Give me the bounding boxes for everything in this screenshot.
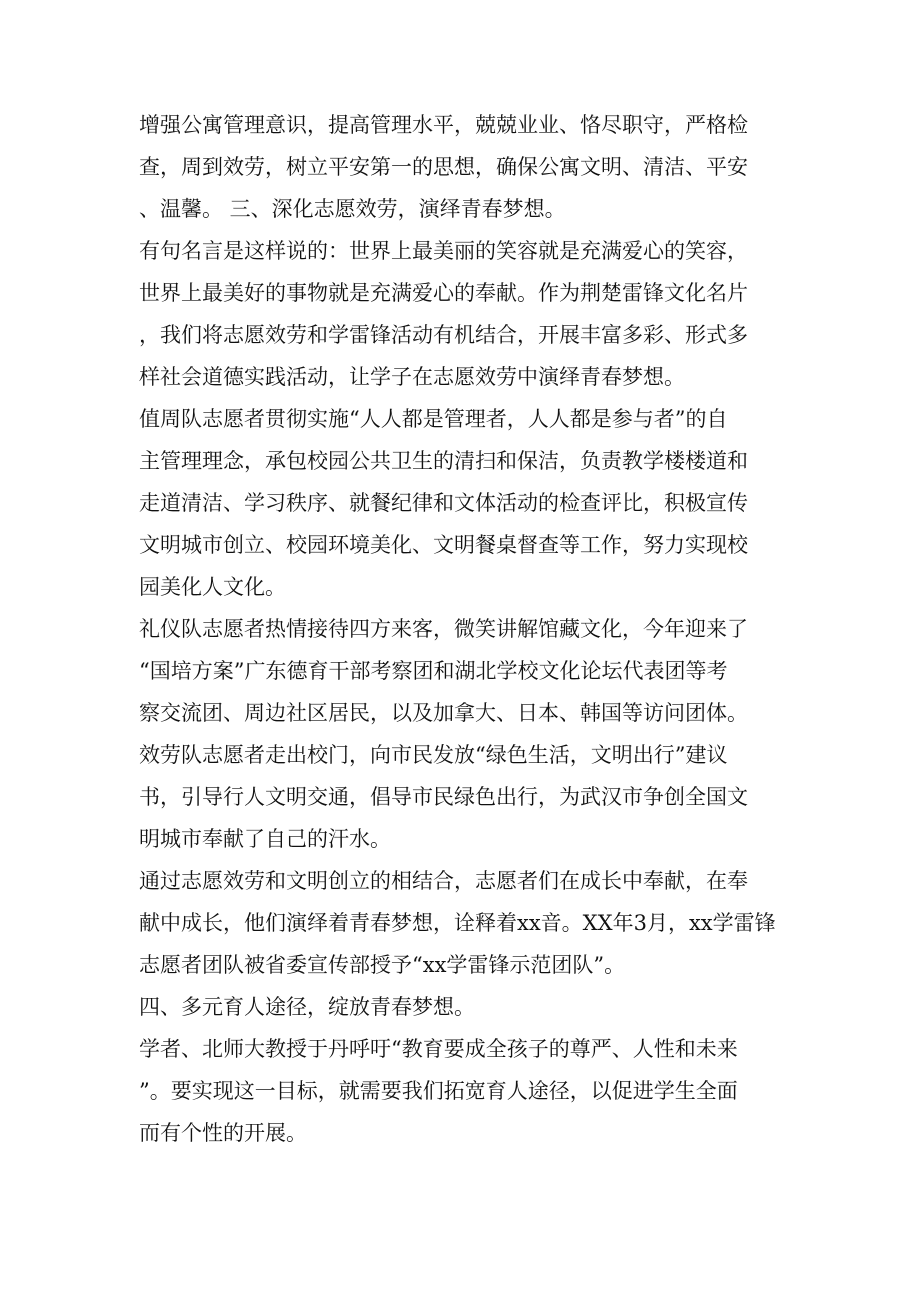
- text-line: 园美化人文化。: [139, 575, 286, 599]
- text-line: 走道清洁、学习秩序、就餐纪律和文体活动的检查评比，积极宣传: [139, 491, 748, 515]
- text-line: 书，引导行人文明交通，倡导市民绿色出行，为武汉市争创全国文: [139, 785, 748, 809]
- text-line: 礼仪队志愿者热情接待四方来客，微笑讲解馆藏文化，今年迎来了: [139, 617, 748, 641]
- text-line: 增强公寓管理意识，提高管理水平，兢兢业业、恪尽职守，严格检: [139, 113, 748, 137]
- text-line: 文明城市创立、校园环境美化、文明餐桌督查等工作，努力实现校: [139, 533, 748, 557]
- text-line: 四、多元育人途径，绽放青春梦想。: [139, 995, 475, 1019]
- text-line: 志愿者团队被省委宣传部授予“xx学雷锋示范团队”。: [139, 953, 626, 977]
- text-line: 效劳队志愿者走出校门，向市民发放“绿色生活，文明出行”建议: [139, 743, 728, 767]
- text-line: ，我们将志愿效劳和学雷锋活动有机结合，开展丰富多彩、形式多: [139, 323, 748, 347]
- text-line: 明城市奉献了自己的汗水。: [139, 827, 391, 851]
- text-line: 学者、北师大教授于丹呼吁“教育要成全孩子的尊严、人性和未来: [139, 1037, 738, 1061]
- text-line: ”。要实现这一目标，就需要我们拓宽育人途径，以促进学生全面: [139, 1079, 738, 1103]
- text-line: 主管理理念，承包校园公共卫生的清扫和保洁，负责教学楼楼道和: [139, 449, 748, 473]
- text-line: 样社会道德实践活动，让学子在志愿效劳中演绎青春梦想。: [139, 365, 685, 389]
- text-line: 有句名言是这样说的：世界上最美丽的笑容就是充满爱心的笑容，: [139, 239, 748, 263]
- text-line: “国培方案”广东德育干部考察团和湖北学校文化论坛代表团等考: [139, 659, 728, 683]
- document-body: [139, 104, 779, 1154]
- text-line: 而有个性的开展。: [139, 1121, 307, 1145]
- text-line: 察交流团、周边社区居民，以及加拿大、日本、韩国等访问团体。: [139, 701, 748, 725]
- text-line: 通过志愿效劳和文明创立的相结合，志愿者们在成长中奉献，在奉: [139, 869, 748, 893]
- text-line: 世界上最美好的事物就是充满爱心的奉献。作为荆楚雷锋文化名片: [139, 281, 748, 305]
- text-line: 查，周到效劳，树立平安第一的思想，确保公寓文明、清洁、平安: [139, 155, 748, 179]
- text-line: 、温馨。 三、深化志愿效劳，演绎青春梦想。: [139, 197, 566, 221]
- text-line: 值周队志愿者贯彻实施“人人都是管理者，人人都是参与者”的自: [139, 407, 728, 431]
- text-line: 献中成长，他们演绎着青春梦想，诠释着xx音。XX年3月，xx学雷锋: [139, 911, 776, 935]
